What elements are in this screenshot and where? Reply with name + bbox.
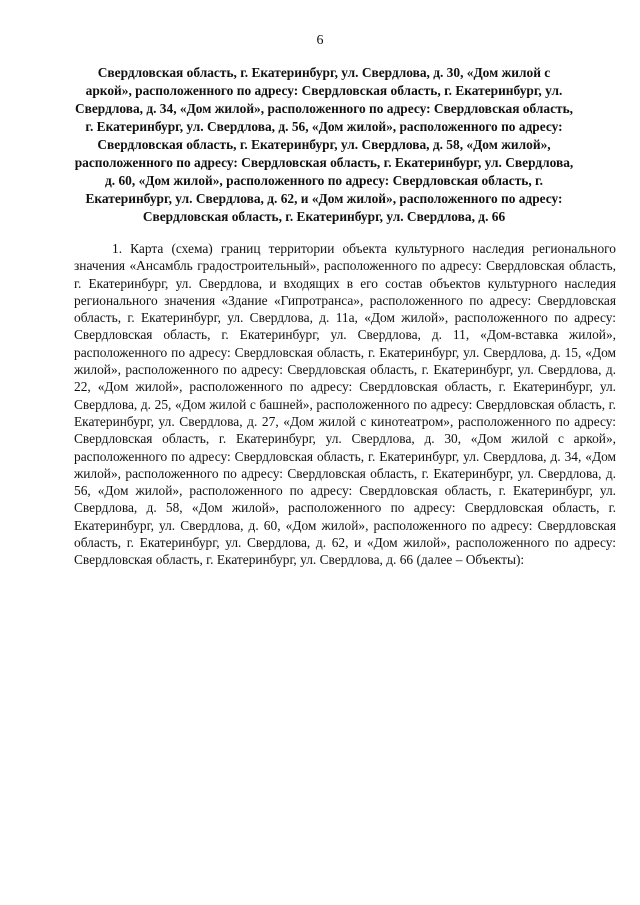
body-paragraph: 1. Карта (схема) границ территории объекта культурного наследия регионального значения «Ансамбль градостроительный», расположенного по адресу: Свердловская область, г. Екатеринбург, ул. Свердлова, и входящих в его состав объектов культурного наследия регионального значения «Здание «Гипротранса», расположенного по адресу: Свердловская область, г. Екатеринбург, ул. Свердлова, д. 11а, «Дом жилой», расположенного по адресу: Свердловская область, г. Екатеринбург, ул. Свердлова, д. 11, «Дом-вставка жилой», расположенного по адресу: Свердловская область, г. Екатеринбург, ул. Свердлова, д. 15, «Дом жилой», расположенного по адресу: Свердловская область, г. Екатеринбург, ул. Свердлова, д. 22, «Дом жилой», расположенного по адресу: Свердловская область, г. Екатеринбург, ул. Свердлова, д. 25, «Дом жилой с башней», расположенного по адресу: Свердловская область, г. Екатеринбург, ул. Свердлова, д. 27, «Дом жилой с кинотеатром», расположенного по адресу: Свердловская область, г. Екатеринбург, ул. Свердлова, д. 30, «Дом жилой с аркой», расположенного по адресу: Свердловская область, г. Екатеринбург, ул. Свердлова, д. 34, «Дом жилой», расположенного по адресу: Свердловская область, г. Екатеринбург, ул. Свердлова, д. 56, «Дом жилой», расположенного по адресу: Свердловская область, г. Екатеринбург, ул. Свердлова, д. 58, «Дом жилой», расположенного по адресу: Свердловская область, г. Екатеринбург, ул. Свердлова, д. 60, «Дом жилой», расположенного по адресу: Свердловская область, г. Екатеринбург, ул. Свердлова, д. 62, и «Дом жилой», расположенного по адресу: Свердловская область, г. Екатеринбург, ул. Свердлова, д. 66 (далее – Объекты): [74, 241, 616, 568]
page-number: 6 [316, 33, 324, 48]
document-heading: Свердловская область, г. Екатеринбург, ул. Свердлова, д. 30, «Дом жилой с аркой», расположенного по адресу: Свердловская область, г. Екатеринбург, ул. Свердлова, д. 34, «Дом жилой», расположенного по адресу: Свердловская область, г. Екатеринбург, ул. Свердлова, д. 56, «Дом жилой», расположенного по адресу: Свердловская область, г. Екатеринбург, ул. Свердлова, д. 58, «Дом жилой», расположенного по адресу: Свердловская область, г. Екатеринбург, ул. Свердлова, д. 60, «Дом жилой», расположенного по адресу: Свердловская область, г. Екатеринбург, ул. Свердлова, д. 62, и «Дом жилой», расположенного по адресу: Свердловская область, г. Екатеринбург, ул. Свердлова, д. 66 [74, 65, 574, 224]
